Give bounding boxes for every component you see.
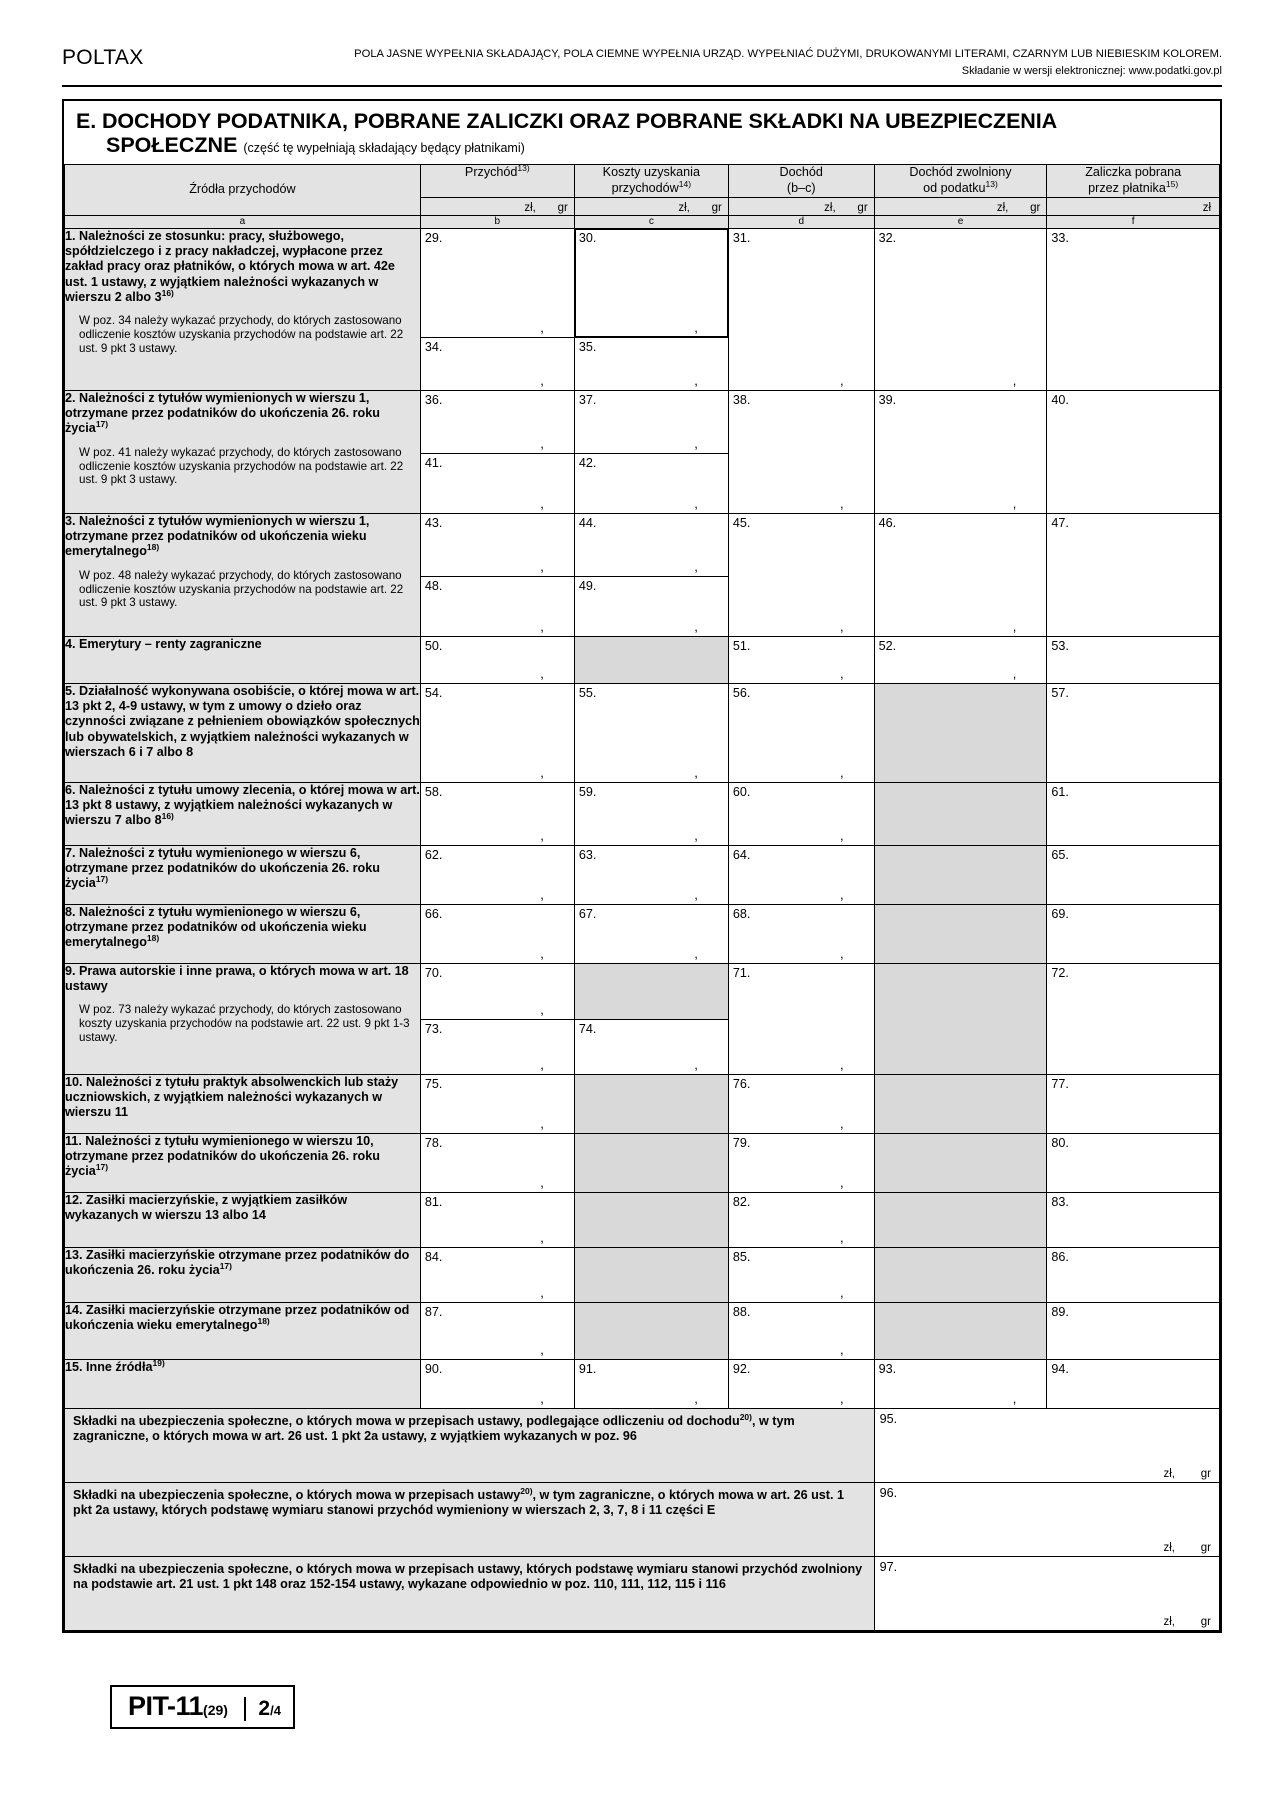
table-row — [65, 636, 1220, 683]
table-row — [65, 1133, 1220, 1192]
row-desc-sup: 17) — [95, 419, 109, 430]
col-header-dochod-label: Dochód — [779, 165, 823, 180]
row-desc-text: 10. Należności z tytułu praktyk absolwenckich lub staży uczniowskich, z wyjątkiem należności wykazanych w wierszu 11 — [65, 1074, 399, 1120]
field-number: 48. — [424, 579, 443, 594]
field-number: 61. — [1051, 784, 1069, 799]
page-total: /4 — [270, 1702, 281, 1718]
col-header-koszty — [574, 165, 728, 197]
field-36[interactable]: 36. , — [420, 390, 574, 454]
field-number: 59. — [578, 784, 597, 799]
skladki-row-96 — [65, 1482, 1220, 1556]
field-number: 58. — [424, 784, 443, 799]
field-89[interactable] — [1047, 1302, 1220, 1359]
field-number: 76. — [732, 1076, 751, 1091]
field-number: 62. — [424, 847, 443, 862]
letter-f: f — [1047, 215, 1220, 228]
field-number: 33. — [1051, 230, 1069, 245]
form-version: (29) — [203, 1701, 228, 1718]
row-desc-text: 2. Należności z tytułów wymienionych w wierszu 1, otrzymane przez podatników do ukończenia 26. roku życia — [65, 390, 380, 436]
field-number: 30. — [578, 230, 597, 245]
field-number: 72. — [1051, 965, 1069, 980]
col-header-koszty-label: Koszty uzyskania — [602, 165, 700, 180]
field-52[interactable]: 52. , — [874, 636, 1047, 683]
section-e-heading — [64, 101, 1220, 164]
table-row — [65, 1074, 1220, 1133]
form-footer — [110, 1685, 295, 1729]
table-row — [65, 1359, 1220, 1408]
col-header-przychod-sup: 13) — [517, 162, 530, 173]
letter-b: b — [420, 215, 574, 228]
field-number: 75. — [424, 1076, 443, 1091]
field-number: 77. — [1051, 1076, 1069, 1091]
field-96[interactable] — [874, 1482, 1219, 1556]
field-30[interactable]: 30. , — [574, 228, 728, 337]
field-74[interactable]: 74. , — [574, 1020, 728, 1074]
field-54[interactable]: 54. , — [420, 683, 574, 782]
unit-zl: zł, — [1163, 1541, 1175, 1554]
row-desc-text: 1. Należności ze stosunku: pracy, służbowego, spółdzielczego i z pracy nakładczej, wypłacone przez zakład pracy oraz płatników, o których mowa w art. 42e ust. 1 ustawy, z wyjątkiem należności wykazanych w wierszu 2 albo 3 — [65, 228, 395, 304]
field-number: 96. — [879, 1485, 898, 1500]
skladki-text-part2: , w tym zagraniczne, o których mowa w art. 26 ust. 1 pkt 2a ustawy, z wyjątkiem wykazanych w poz. 96 — [73, 1413, 795, 1444]
field-number: 31. — [732, 230, 751, 245]
field-65[interactable] — [1047, 845, 1220, 904]
field-number: 81. — [424, 1194, 443, 1209]
field-number: 35. — [578, 339, 597, 354]
page-number — [244, 1697, 281, 1721]
field-number: 45. — [732, 515, 751, 530]
field-number: 94. — [1051, 1361, 1069, 1376]
field-blank-9c — [574, 963, 728, 1020]
unit-zl: zł — [1202, 201, 1211, 214]
field-66[interactable]: 66. , — [420, 904, 574, 963]
row-desc-12 — [65, 1192, 421, 1247]
field-33[interactable] — [1047, 228, 1220, 390]
row-desc-11 — [65, 1133, 421, 1192]
field-61[interactable] — [1047, 782, 1220, 845]
row-desc-text: 14. Zasiłki macierzyńskie otrzymane przez podatników od ukończenia wieku emerytalnego — [65, 1302, 410, 1332]
row-desc-text: 9. Prawa autorskie i inne prawa, o których mowa w art. 18 ustawy — [65, 963, 409, 993]
field-88[interactable]: 88. , — [728, 1302, 874, 1359]
poltax-logo: POLTAX — [62, 46, 144, 69]
header-divider — [62, 85, 1222, 87]
skladki-text-part2: , w tym zagraniczne, o których mowa w art. 26 ust. 1 pkt 2a ustawy, których podstawę wymiaru stanowi przychód wymieniony w wierszach 2, 3, 7, 8 i 11 części E — [73, 1487, 844, 1518]
field-40[interactable] — [1047, 390, 1220, 513]
field-86[interactable] — [1047, 1247, 1220, 1302]
field-38[interactable]: 38. , — [728, 390, 874, 513]
field-56[interactable]: 56. , — [728, 683, 874, 782]
section-e-subtitle-text: SPOŁECZNE — [106, 133, 238, 158]
unit-zl: zł, — [524, 201, 536, 214]
table-row — [65, 513, 1220, 577]
field-blank-11c — [574, 1133, 728, 1192]
row-desc-5 — [65, 683, 421, 782]
field-number: 89. — [1051, 1304, 1069, 1319]
field-81[interactable]: 81. , — [420, 1192, 574, 1247]
row-desc-10 — [65, 1074, 421, 1133]
field-number: 51. — [732, 638, 751, 653]
field-number: 47. — [1051, 515, 1069, 530]
row-desc-text: 11. Należności z tytułu wymienionego w wierszu 10, otrzymane przez podatników do ukończenia 26. roku życia — [65, 1133, 380, 1179]
section-e-title: E. DOCHODY PODATNIKA, POBRANE ZALICZKI ORAZ POBRANE SKŁADKI NA UBEZPIECZENIA — [76, 109, 1058, 134]
field-number: 60. — [732, 784, 751, 799]
field-number: 83. — [1051, 1194, 1069, 1209]
field-94[interactable] — [1047, 1359, 1220, 1408]
field-77[interactable] — [1047, 1074, 1220, 1133]
row-desc-sup: 18) — [257, 1315, 270, 1326]
row-desc-sup: 18) — [146, 542, 160, 553]
table-row — [65, 1247, 1220, 1302]
field-number: 39. — [878, 392, 897, 407]
row-desc-sup: 17) — [95, 874, 109, 885]
row-desc-text: 6. Należności z tytułu umowy zlecenia, o której mowa w art. 13 pkt 8 ustawy, z wyjątkiem należności wykazanych w wierszu 7 albo 8 — [65, 782, 420, 828]
field-92[interactable]: 92. , — [728, 1359, 874, 1408]
field-number: 41. — [424, 456, 443, 471]
income-table — [64, 164, 1220, 1630]
row-desc-sup: 17) — [219, 1260, 232, 1271]
row-desc-7 — [65, 845, 421, 904]
field-90[interactable]: 90. , — [420, 1359, 574, 1408]
col-header-zaliczka — [1047, 165, 1220, 197]
skladki-sup: 20) — [739, 1411, 752, 1422]
skladki-sup: 20) — [520, 1485, 533, 1496]
units-dochod — [728, 197, 874, 215]
row-desc-1 — [65, 228, 421, 390]
col-header-zwolniony-label2: od podatku — [923, 180, 986, 195]
section-e-subtitle-note: (część tę wypełniają składający będący płatnikami) — [243, 141, 525, 156]
row-desc-6 — [65, 782, 421, 845]
header-note — [247, 40, 1222, 79]
table-row — [65, 845, 1220, 904]
col-header-przychod — [420, 162, 574, 197]
row-desc-2 — [65, 390, 421, 513]
field-43[interactable]: 43. , — [420, 513, 574, 577]
field-blank-4c — [574, 636, 728, 683]
row-desc-text: 7. Należności z tytułu wymienionego w wierszu 6, otrzymane przez podatników do ukończenia 26. roku życia — [65, 845, 380, 891]
unit-gr: gr — [557, 201, 568, 214]
col-header-source: Źródła przychodów — [65, 165, 421, 215]
row-desc-text: 4. Emerytury – renty zagraniczne — [65, 636, 262, 651]
field-93[interactable]: 93. , — [874, 1359, 1047, 1408]
row-desc-sub: W poz. 48 należy wykazać przychody, do których zastosowano odliczenie kosztów uzyskania przychodów na podstawie art. 22 ust. 9 pkt 3 ustawy. — [79, 568, 404, 610]
field-number: 49. — [578, 579, 597, 594]
unit-gr: gr — [1200, 1467, 1211, 1480]
field-number: 93. — [878, 1361, 897, 1376]
row-desc-text: 3. Należności z tytułów wymienionych w wierszu 1, otrzymane przez podatników od ukończenia wieku emerytalnego — [65, 513, 370, 559]
field-number: 95. — [879, 1411, 898, 1426]
field-55[interactable]: 55. , — [574, 683, 728, 782]
col-header-zwolniony-label: Dochód zwolniony — [909, 165, 1012, 180]
field-73[interactable]: 73. , — [420, 1020, 574, 1074]
row-desc-15 — [65, 1359, 421, 1408]
table-row — [65, 683, 1220, 782]
row-desc-sub: W poz. 41 należy wykazać przychody, do których zastosowano odliczenie kosztów uzyskania przychodów na podstawie art. 22 ust. 9 pkt 3 ustawy. — [79, 445, 404, 487]
field-blank-11e — [874, 1133, 1047, 1192]
letter-c: c — [574, 215, 728, 228]
col-header-zwolniony — [874, 165, 1047, 197]
row-desc-13 — [65, 1247, 421, 1302]
field-95[interactable] — [874, 1408, 1219, 1482]
row-desc-8 — [65, 904, 421, 963]
field-number: 82. — [732, 1194, 751, 1209]
unit-zl: zł, — [1163, 1467, 1175, 1480]
unit-gr: gr — [1200, 1615, 1211, 1628]
field-97[interactable] — [874, 1556, 1219, 1630]
units-przychod — [420, 197, 574, 215]
field-number: 29. — [424, 230, 443, 245]
field-number: 42. — [578, 456, 597, 471]
skladki-97-text — [65, 1556, 875, 1630]
row-desc-sub: W poz. 73 należy wykazać przychody, do których zastosowano koszty uzyskania przychodów na podstawie art. 22 ust. 9 pkt 1-3 ustawy. — [79, 1003, 410, 1045]
field-91[interactable]: 91. , — [574, 1359, 728, 1408]
field-number: 38. — [732, 392, 751, 407]
field-79[interactable]: 79. , — [728, 1133, 874, 1192]
field-76[interactable]: 76. , — [728, 1074, 874, 1133]
unit-gr: gr — [1030, 201, 1041, 214]
units-zaliczka — [1047, 197, 1220, 215]
row-desc-text: 8. Należności z tytułu wymienionego w wierszu 6, otrzymane przez podatników od ukończenia wieku emerytalnego — [65, 904, 367, 950]
col-header-zaliczka-sup: 15) — [1165, 178, 1179, 189]
unit-zl: zł, — [996, 201, 1009, 214]
field-82[interactable]: 82. , — [728, 1192, 874, 1247]
field-number: 50. — [424, 638, 443, 653]
section-e-subtitle — [76, 133, 1210, 158]
field-45[interactable]: 45. , — [728, 513, 874, 636]
field-37[interactable]: 37. , — [574, 390, 728, 454]
table-row — [65, 1192, 1220, 1247]
field-blank-8e — [874, 904, 1047, 963]
field-number: 91. — [578, 1361, 597, 1376]
field-68[interactable]: 68. , — [728, 904, 874, 963]
unit-gr: gr — [711, 201, 722, 214]
row-desc-text: 12. Zasiłki macierzyńskie, z wyjątkiem zasiłków wykazanych w wierszu 13 albo 14 — [65, 1192, 348, 1222]
form-code: PIT-11 — [128, 1690, 204, 1721]
field-number: 46. — [878, 515, 897, 530]
field-number: 69. — [1051, 906, 1069, 921]
field-number: 68. — [732, 906, 751, 921]
field-49[interactable]: 49. , — [574, 577, 728, 636]
field-47[interactable] — [1047, 513, 1220, 636]
field-blank-12c — [574, 1192, 728, 1247]
field-number: 86. — [1051, 1249, 1069, 1264]
field-number: 64. — [732, 847, 751, 862]
field-75[interactable]: 75. , — [420, 1074, 574, 1133]
field-blank-12e — [874, 1192, 1047, 1247]
field-59[interactable]: 59. , — [574, 782, 728, 845]
field-32[interactable]: 32. , — [874, 228, 1047, 390]
row-desc-text: 15. Inne źródła — [65, 1359, 153, 1374]
field-blank-14c — [574, 1302, 728, 1359]
page-current: 2 — [258, 1696, 271, 1720]
field-83[interactable] — [1047, 1192, 1220, 1247]
letter-e: e — [874, 215, 1047, 228]
row-desc-sup: 16) — [161, 811, 174, 822]
field-60[interactable]: 60. , — [728, 782, 874, 845]
table-letter-row — [65, 215, 1220, 228]
field-number: 79. — [732, 1135, 751, 1150]
field-41[interactable]: 41. , — [420, 454, 574, 513]
col-header-koszty-label2: przychodów — [611, 180, 679, 195]
field-70[interactable]: 70. , — [420, 963, 574, 1020]
field-number: 63. — [578, 847, 597, 862]
field-number: 80. — [1051, 1135, 1069, 1150]
header-note-line1: POLA JASNE WYPEŁNIA SKŁADAJĄCY, POLA CIEMNE WYPEŁNIA URZĄD. WYPEŁNIAĆ DUŻYMI, DRUKOWANYMI LITERAMI, CZARNYM LUB NIEBIESKIM KOLOREM. — [354, 48, 1222, 60]
field-number: 71. — [732, 965, 751, 980]
row-desc-3 — [65, 513, 421, 636]
field-blank-6e — [874, 782, 1047, 845]
field-blank-7e — [874, 845, 1047, 904]
col-header-dochod-label2: (b–c) — [786, 180, 816, 195]
row-desc-14 — [65, 1302, 421, 1359]
letter-a: a — [65, 215, 421, 228]
field-44[interactable]: 44. , — [574, 513, 728, 577]
field-number: 65. — [1051, 847, 1069, 862]
field-51[interactable]: 51. , — [728, 636, 874, 683]
field-number: 66. — [424, 906, 443, 921]
field-50[interactable]: 50. , — [420, 636, 574, 683]
field-number: 74. — [578, 1022, 597, 1037]
skladki-text-part1: Składki na ubezpieczenia społeczne, o których mowa w przepisach ustawy, których podstawę wymiaru stanowi przychód zwolniony na podstawie art. 21 ust. 1 pkt 148 oraz 152-154 ustawy, wykazane odpowiednio w poz. 110, 111, 112, 115 i 116 — [73, 1561, 863, 1592]
field-number: 97. — [879, 1559, 898, 1574]
field-number: 55. — [578, 685, 597, 700]
field-number: 36. — [424, 392, 443, 407]
field-64[interactable]: 64. , — [728, 845, 874, 904]
field-blank-13c — [574, 1247, 728, 1302]
field-blank-10e — [874, 1074, 1047, 1133]
table-row — [65, 390, 1220, 454]
row-desc-sup: 19) — [152, 1357, 165, 1368]
section-e — [62, 99, 1222, 1632]
field-blank-14e — [874, 1302, 1047, 1359]
field-number: 67. — [578, 906, 597, 921]
skladki-96-text — [65, 1482, 875, 1556]
field-number: 54. — [424, 685, 443, 700]
col-header-zwolniony-sup: 13) — [985, 178, 998, 189]
header-note-line2: Składanie w wersji elektronicznej: www.podatki.gov.pl — [961, 64, 1222, 77]
col-header-przychod-label: Przychód — [464, 165, 518, 180]
unit-zl: zł, — [1163, 1615, 1175, 1628]
skladki-row-95 — [65, 1408, 1220, 1482]
field-number: 92. — [732, 1361, 751, 1376]
field-35[interactable]: 35. , — [574, 337, 728, 390]
row-desc-4 — [65, 636, 421, 683]
field-number: 52. — [878, 638, 897, 653]
unit-gr: gr — [1200, 1541, 1211, 1554]
field-78[interactable]: 78. , — [420, 1133, 574, 1192]
table-row — [65, 228, 1220, 337]
table-header-row — [65, 165, 1220, 197]
col-header-dochod — [728, 165, 874, 197]
row-desc-sup: 18) — [146, 933, 160, 944]
field-number: 37. — [578, 392, 597, 407]
row-desc-sup: 17) — [95, 1162, 109, 1173]
field-number: 57. — [1051, 685, 1069, 700]
field-84[interactable]: 84. , — [420, 1247, 574, 1302]
field-number: 56. — [732, 685, 751, 700]
field-87[interactable]: 87. , — [420, 1302, 574, 1359]
table-row — [65, 782, 1220, 845]
field-80[interactable] — [1047, 1133, 1220, 1192]
page-header — [48, 40, 1232, 79]
field-42[interactable]: 42. , — [574, 454, 728, 513]
field-31[interactable]: 31. , — [728, 228, 874, 390]
field-number: 85. — [732, 1249, 751, 1264]
field-48[interactable]: 48. , — [420, 577, 574, 636]
field-blank-13e — [874, 1247, 1047, 1302]
skladki-row-97 — [65, 1556, 1220, 1630]
field-number: 87. — [424, 1304, 443, 1319]
row-desc-9 — [65, 963, 421, 1074]
field-46[interactable]: 46. , — [874, 513, 1047, 636]
table-row — [65, 963, 1220, 1020]
field-number: 90. — [424, 1361, 443, 1376]
field-number: 70. — [424, 965, 443, 980]
unit-zl: zł, — [678, 201, 690, 214]
row-desc-sub: W poz. 34 należy wykazać przychody, do których zastosowano odliczenie kosztów uzyskania przychodów na podstawie art. 22 ust. 9 pkt 3 ustawy. — [79, 314, 404, 356]
row-desc-text: 13. Zasiłki macierzyńskie otrzymane przez podatników do ukończenia 26. roku życia — [65, 1247, 410, 1277]
table-row — [65, 1302, 1220, 1359]
field-67[interactable]: 67. , — [574, 904, 728, 963]
row-desc-text: 5. Działalność wykonywana osobiście, o której mowa w art. 13 pkt 2, 4-9 ustawy, w tym z umowy o dzieło oraz czynności związane z pełnieniem obowiązków społecznych lub obywatelskich, z wyjątkiem należności wykazanych w wierszach 6 i 7 albo 8 — [65, 683, 420, 759]
field-number: 78. — [424, 1135, 443, 1150]
field-39[interactable]: 39. , — [874, 390, 1047, 513]
field-57[interactable] — [1047, 683, 1220, 782]
field-number: 43. — [424, 515, 443, 530]
unit-zl: zł, — [824, 201, 836, 214]
field-number: 73. — [424, 1022, 443, 1037]
field-blank-5e — [874, 683, 1047, 782]
col-header-zaliczka-label: Zaliczka pobrana — [1085, 165, 1182, 180]
field-72[interactable] — [1047, 963, 1220, 1074]
field-number: 32. — [878, 230, 897, 245]
units-zwolniony — [874, 197, 1047, 215]
unit-gr: gr — [857, 201, 868, 214]
field-85[interactable]: 85. , — [728, 1247, 874, 1302]
field-71[interactable]: 71. , — [728, 963, 874, 1074]
field-53[interactable] — [1047, 636, 1220, 683]
field-63[interactable]: 63. , — [574, 845, 728, 904]
field-blank-10c — [574, 1074, 728, 1133]
col-header-koszty-sup: 14) — [678, 178, 692, 189]
skladki-text-part1: Składki na ubezpieczenia społeczne, o których mowa w przepisach ustawy — [73, 1487, 521, 1502]
field-number: 34. — [424, 339, 443, 354]
field-34[interactable]: 34. , — [420, 337, 574, 390]
field-58[interactable]: 58. , — [420, 782, 574, 845]
skladki-text-part1: Składki na ubezpieczenia społeczne, o których mowa w przepisach ustawy, podlegające odliczeniu od dochodu — [73, 1413, 740, 1428]
field-number: 44. — [578, 515, 597, 530]
field-69[interactable] — [1047, 904, 1220, 963]
field-29[interactable]: 29. , — [420, 228, 574, 337]
skladki-95-text — [65, 1408, 875, 1482]
field-number: 88. — [732, 1304, 751, 1319]
units-koszty — [574, 197, 728, 215]
table-row — [65, 904, 1220, 963]
field-number: 53. — [1051, 638, 1069, 653]
row-desc-sup: 16) — [161, 287, 174, 298]
field-blank-9e — [874, 963, 1047, 1074]
field-62[interactable]: 62. , — [420, 845, 574, 904]
col-header-zaliczka-label2: przez płatnika — [1088, 180, 1166, 195]
field-number: 84. — [424, 1249, 443, 1264]
field-number: 40. — [1051, 392, 1069, 407]
letter-d: d — [728, 215, 874, 228]
